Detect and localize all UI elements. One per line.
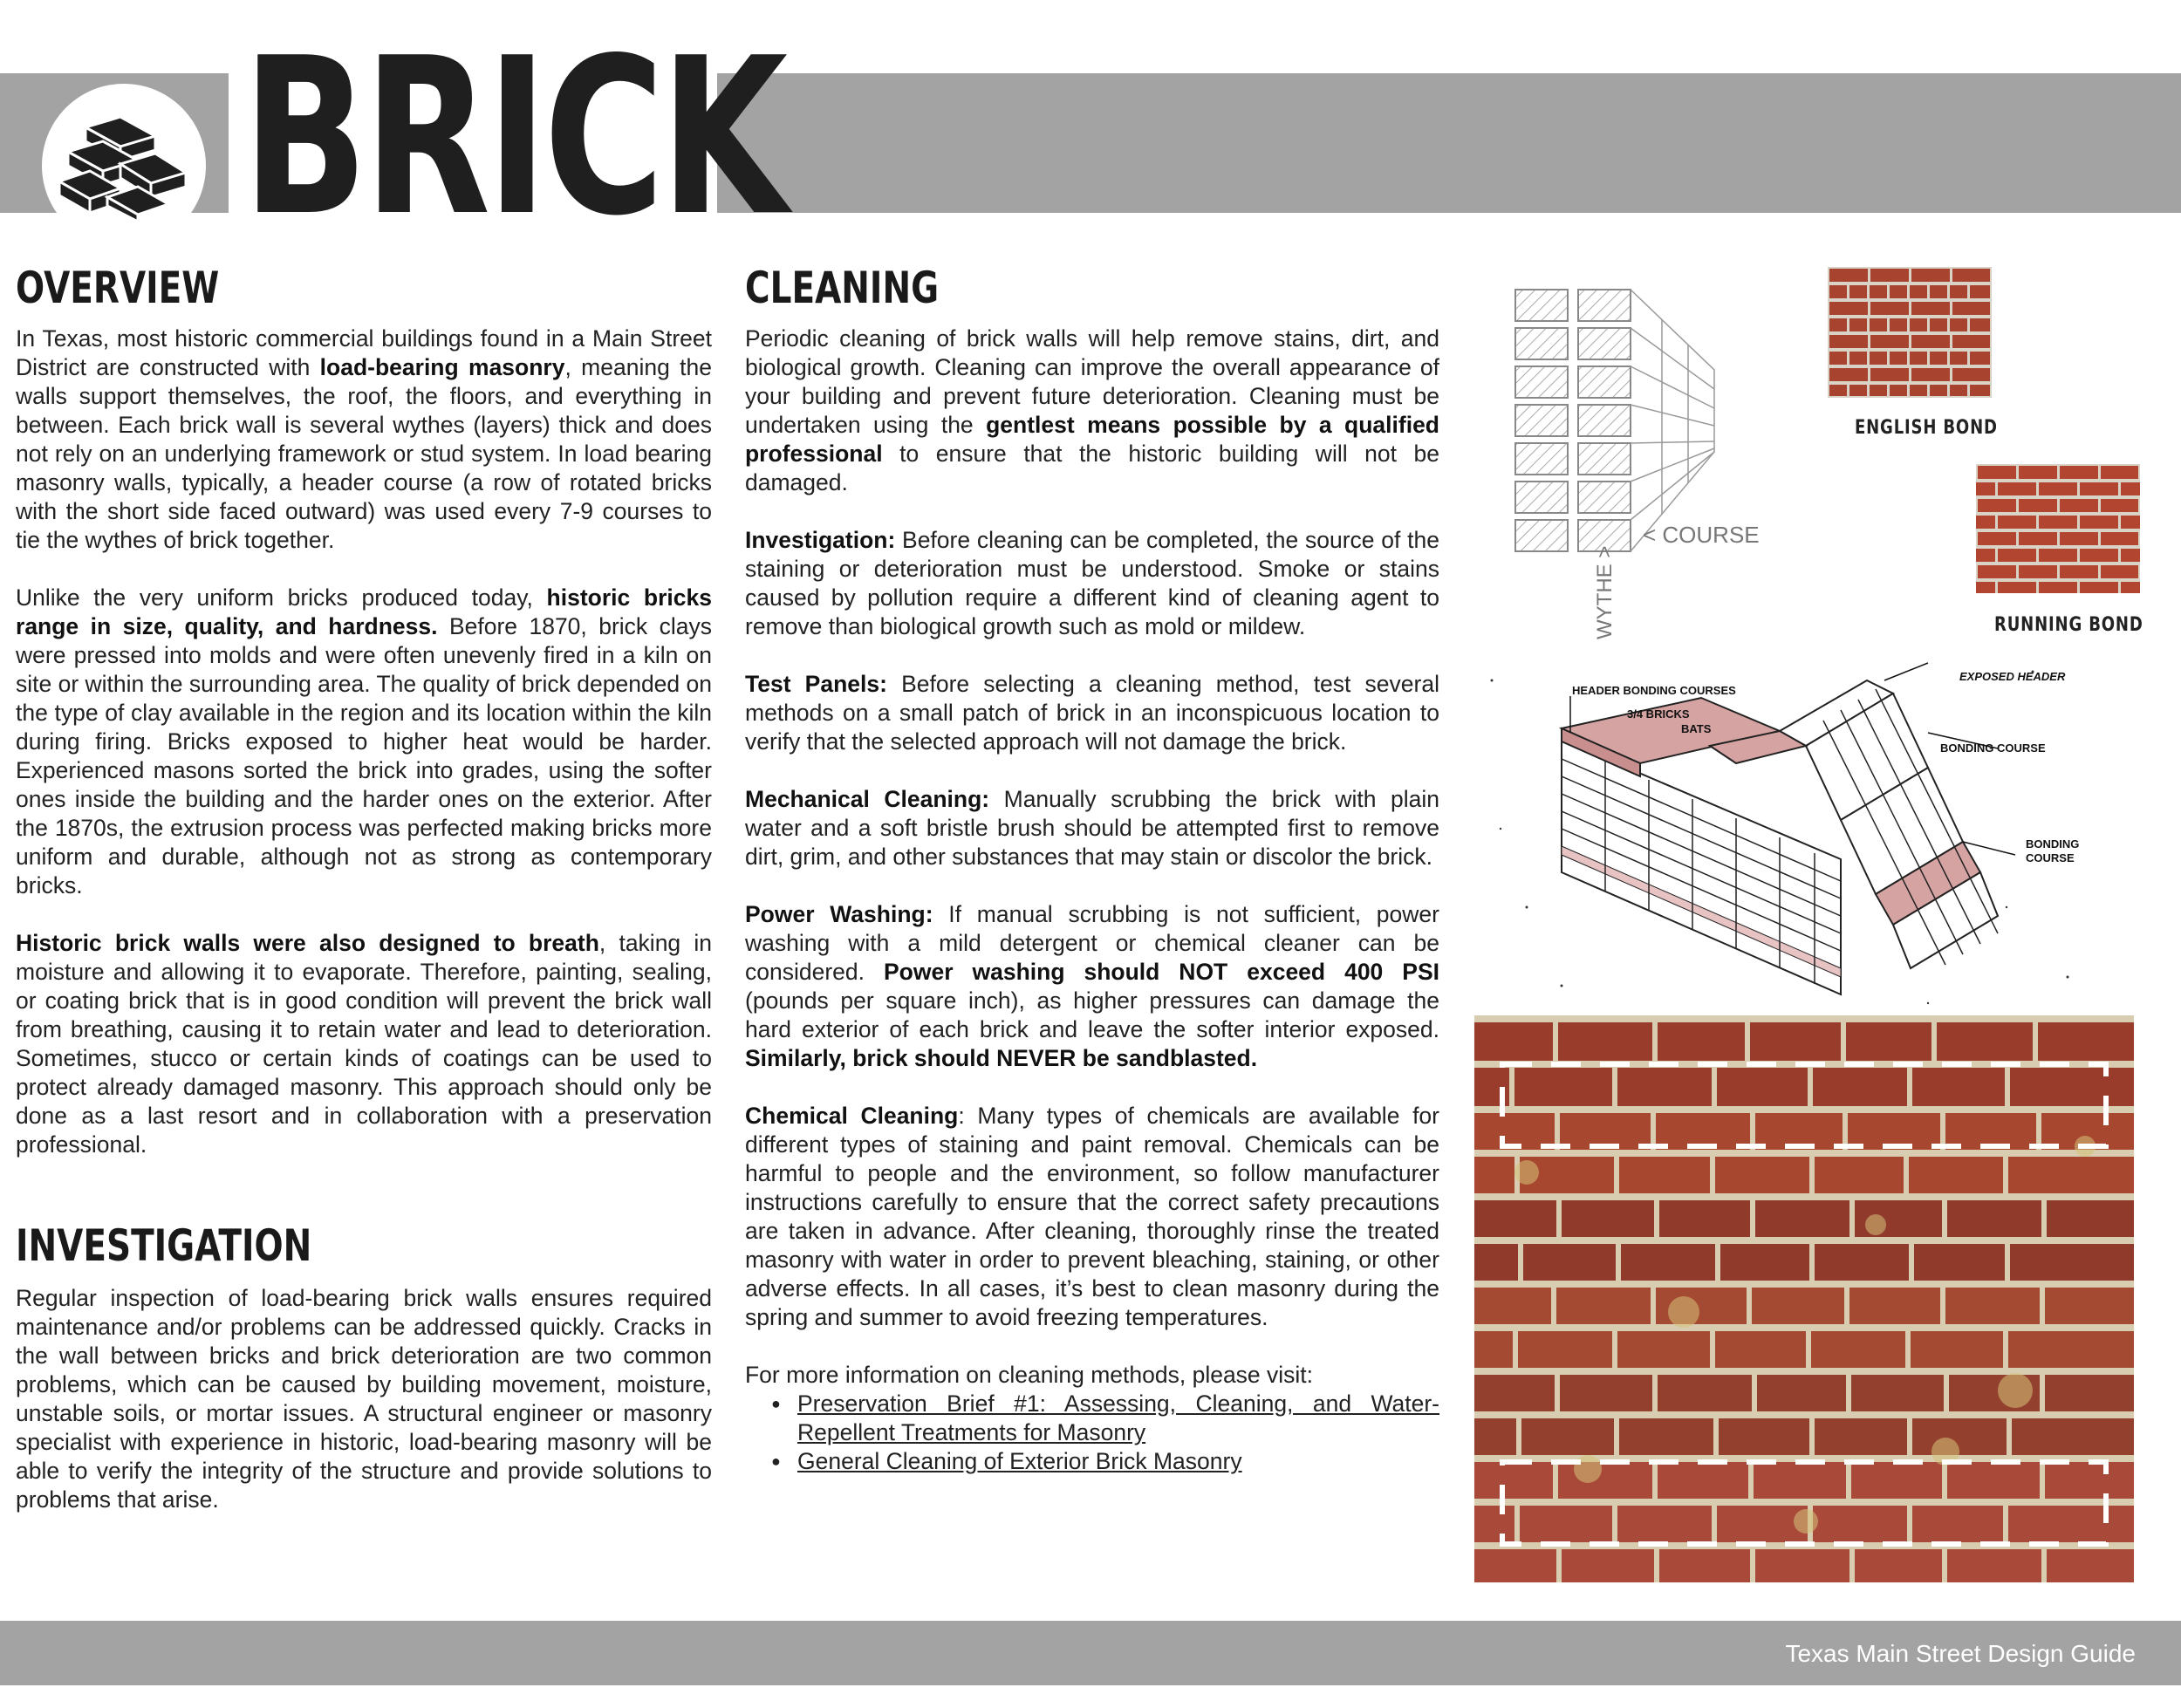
bricks-icon <box>59 110 190 223</box>
cleaning-body <box>745 325 1439 1476</box>
investigation-paragraph: Regular inspection of load-bearing brick walls ensures required maintenance and/or problems can be addressed quickly. Cracks in the wall between bricks and brick deterioration are two common problems, which can be caused by building movement, moisture, unstable soils, or mortar issues. A structural engineer or masonry specialist with experience in historic, load-bearing masonry will be able to verify the integrity of the structure and provide solutions to problems that arise. <box>16 1285 712 1513</box>
overview-paragraph-3: Historic brick walls were also designed to breath, taking in moisture and allowing it to evaporate. Therefore, painting, sealing, or coating brick that is in good condition will prevent the brick wall from breathing, causing it to retain water and lead to deterioration. Sometimes, stucco or certain kinds of coatings can be used to protect already damaged masonry. This approach should only be done as a last resort and in collaboration with a preservation professional. <box>16 930 712 1158</box>
bonding-course-diagram <box>1474 646 2085 1012</box>
bonding-course-label-1: BONDING COURSE <box>1940 741 2046 755</box>
general-cleaning-link[interactable]: General Cleaning of Exterior Brick Masonry <box>797 1448 1242 1474</box>
cleaning-intro: Periodic cleaning of brick walls will help remove stains, dirt, and biological growth. Cleaning can improve the overall appearance of your building and prevent future deterioration. Cleaning must be undertaken using the gentlest means possible by a qualified professional to ensure that the historic building will not be damaged. <box>745 325 1439 495</box>
overview-body <box>16 325 712 1188</box>
brick-wall-photo <box>1474 1015 2134 1582</box>
bats-label: BATS <box>1681 722 1712 735</box>
cleaning-test-panels: Test Panels: Before selecting a cleaning method, test several methods on a small patch of brick in an inconspicuous location to verify that the selected approach will not damage the brick. <box>745 671 1439 755</box>
investigation-heading: INVESTIGATION <box>16 1220 312 1271</box>
running-bond-label: RUNNING BOND <box>1994 614 2143 636</box>
overview-heading: OVERVIEW <box>16 263 220 313</box>
link-item <box>745 1447 1439 1476</box>
cleaning-heading: CLEANING <box>745 263 940 313</box>
header-bonding-label: HEADER BONDING COURSES <box>1572 684 1736 697</box>
wythe-course-diagram <box>1514 286 1802 644</box>
link-item <box>745 1390 1439 1447</box>
three-quarter-label: 3/4 BRICKS <box>1627 707 1690 721</box>
bricks-logo <box>42 84 206 248</box>
cleaning-chemical: Chemical Cleaning: Many types of chemicals are available for different types of staining and paint removal. Chemicals can be harmful to people and the environment, so follow manufacturer instructions carefully to ensure that the correct safety precautions are taken in advance. After cleaning, thoroughly rinse the treated masonry with water in order to prevent bleaching, staining, or other adverse effects. In all cases, it’s best to clean masonry during the spring and summer to avoid freezing temperatures. <box>745 1103 1439 1330</box>
overview-paragraph-1: In Texas, most historic commercial buildings found in a Main Street District are constructed with load-bearing masonry, meaning the walls support themselves, the roof, the floors, and everything in between. Each brick wall is several wythes (layers) thick and does not rely on an underlying framework or stud system. In load bearing masonry walls, typically, a header course (a row of rotated bricks with the short side faced outward) was used every 7-9 courses to tie the wythes of brick together. <box>16 325 712 553</box>
more-info-text: For more information on cleaning methods, please visit: <box>745 1362 1314 1388</box>
english-bond-label: ENGLISH BOND <box>1855 417 1998 439</box>
overview-paragraph-2: Unlike the very uniform bricks produced today, historic bricks range in size, quality, and hardness. Before 1870, brick clays were pressed into molds and were often unevenly fired in a kiln on site or within the surrounding area. The quality of brick depended on the type of clay available in the region and its location within the kiln during firing. Bricks exposed to higher heat would be harder. Experienced masons sorted the brick into grades, using the softer ones inside the building and the harder ones on the exterior. After the 1870s, the extrusion process was perfected making bricks more uniform and durable, although not as strong as contemporary bricks. <box>16 584 713 898</box>
course-label: < COURSE <box>1643 522 1760 548</box>
cleaning-power-washing: Power Washing: If manual scrubbing is not sufficient, power washing with a mild detergent or chemical cleaner can be considered. Power washing should NOT exceed 400 PSI (pounds per square inch), as higher pressures can damage the hard exterior of each brick and leave the softer interior exposed. Similarly, brick should NEVER be sandblasted. <box>745 901 1439 1071</box>
exposed-header-label: EXPOSED HEADER <box>1959 670 2066 683</box>
bonding-course-label-2a: BONDING <box>2026 837 2080 851</box>
footer-text: Texas Main Street Design Guide <box>1785 1640 2136 1667</box>
wythe-label: WYTHE > <box>1593 545 1617 639</box>
preservation-brief-link[interactable]: Preservation Brief #1: Assessing, Cleaning, and Water-Repellent Treatments for Masonry <box>797 1390 1439 1445</box>
running-bond-swatch <box>1976 464 2140 593</box>
resource-links <box>745 1390 1439 1476</box>
bonding-course-label-2b: COURSE <box>2026 851 2075 864</box>
investigation-body <box>16 1284 712 1543</box>
english-bond-swatch <box>1828 267 1992 398</box>
cleaning-investigation: Investigation: Before cleaning can be completed, the source of the staining or deterioration must be understood. Smoke or stains caused by pollution require a different kind of cleaning agent to remove than biological growth such as mold or mildew. <box>745 527 1439 639</box>
page-title: BRICK <box>243 12 784 263</box>
cleaning-mechanical: Mechanical Cleaning: Manually scrubbing the brick with plain water and a soft bristle brush should be attempted first to remove dirt, grim, and other substances that may stain or discolor the brick. <box>745 786 1439 870</box>
